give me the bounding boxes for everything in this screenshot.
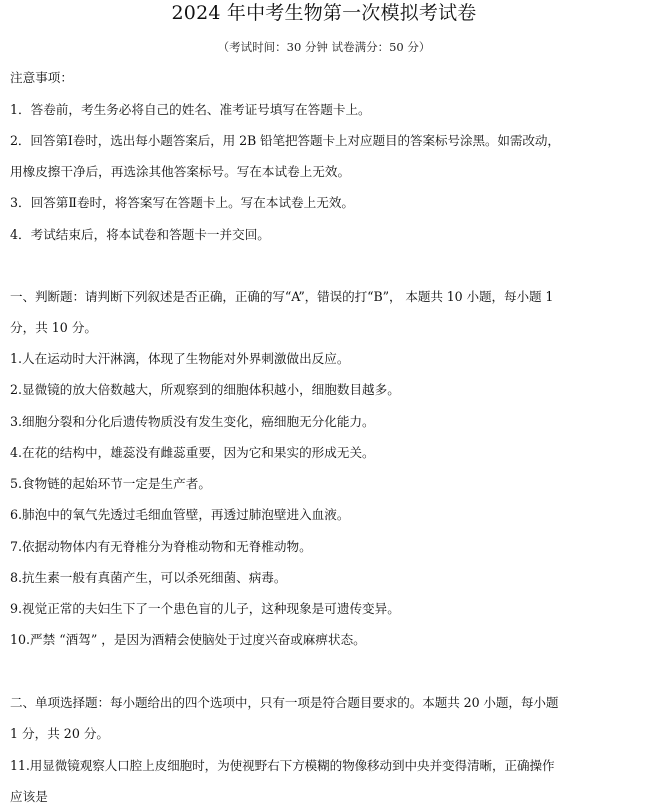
judgement-question: 6.肺泡中的氧气先透过毛细血管壁，再透过肺泡壁进入血液。 xyxy=(10,507,350,522)
note-item: 4．考试结束后，将本试卷和答题卡一并交回。 xyxy=(10,227,270,242)
choice-question: 11.用显微镜观察人口腔上皮细胞时，为使视野右下方模糊的物像移动到中央并变得清晰，正确操作 xyxy=(10,758,555,773)
judgement-question: 1.人在运动时大汗淋漓，体现了生物能对外界刺激做出反应。 xyxy=(10,351,350,366)
section2-heading: 二、单项选择题：每小题给出的四个选项中，只有一项是符合题目要求的。本题共 20 小题，每小题 xyxy=(10,695,559,710)
judgement-question: 9.视觉正常的夫妇生下了一个患色盲的儿子，这种现象是可遗传变异。 xyxy=(10,601,400,616)
judgement-question: 2.显微镜的放大倍数越大，所观察到的细胞体积越小，细胞数目越多。 xyxy=(10,382,400,397)
exam-subtitle: （考试时间：30 分钟 试卷满分：50 分） xyxy=(217,40,431,54)
section1-heading: 一、判断题：请判断下列叙述是否正确，正确的写“A”，错误的打“B”， 本题共 10 小题，每小题 1 xyxy=(10,289,554,304)
judgement-question: 8.抗生素一般有真菌产生，可以杀死细菌、病毒。 xyxy=(10,570,287,585)
judgement-question: 4.在花的结构中，雄蕊没有雌蕊重要，因为它和果实的形成无关。 xyxy=(10,445,375,460)
note-item-continuation: 用橡皮擦干净后，再选涂其他答案标号。写在本试卷上无效。 xyxy=(10,164,351,179)
judgement-question: 5.食物链的起始环节一定是生产者。 xyxy=(10,476,211,491)
choice-question-continuation: 应该是 xyxy=(10,789,48,804)
section2-heading-continuation: 1 分，共 20 分。 xyxy=(10,726,110,741)
note-item: 2．回答第Ⅰ卷时，选出每小题答案后，用 2B 铅笔把答题卡上对应题目的答案标号涂黑。如需改动， xyxy=(10,133,560,148)
judgement-question: 3.细胞分裂和分化后遗传物质没有发生变化，癌细胞无分化能力。 xyxy=(10,414,375,429)
note-item: 1．答卷前，考生务必将自己的姓名、准考证号填写在答题卡上。 xyxy=(10,102,371,117)
notes-heading: 注意事项： xyxy=(10,70,73,85)
section1-heading-continuation: 分，共 10 分。 xyxy=(10,320,98,335)
note-item: 3．回答第Ⅱ卷时，将答案写在答题卡上。写在本试卷上无效。 xyxy=(10,195,355,210)
exam-title: 2024 年中考生物第一次模拟考试卷 xyxy=(171,2,477,24)
judgement-question: 10.严禁 “酒驾” ，是因为酒精会使脑处于过度兴奋或麻痹状态。 xyxy=(10,632,366,647)
judgement-question: 7.依据动物体内有无脊椎分为脊椎动物和无脊椎动物。 xyxy=(10,539,312,554)
